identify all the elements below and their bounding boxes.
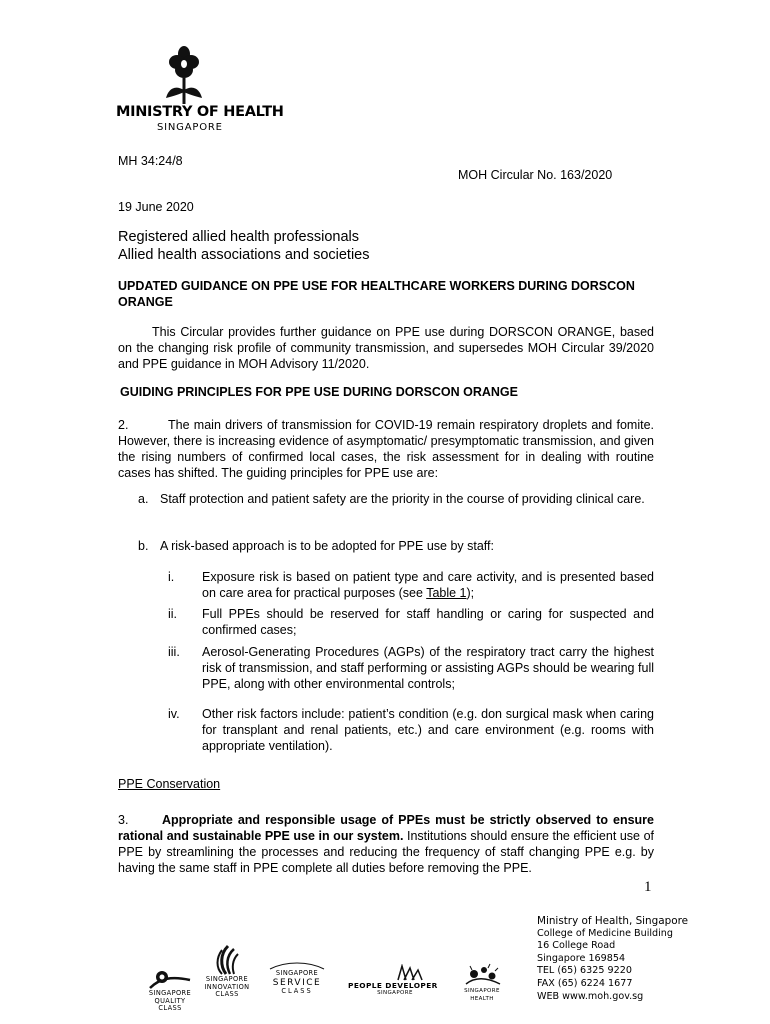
service-class-logo-icon — [266, 962, 328, 995]
paragraph-bold-text: Appropriate and responsible usage of PPEs must be strictly observed to ensure rational and sustainable PPE use in our system. — [118, 813, 654, 843]
addressee-line: Allied health associations and societies — [118, 247, 370, 263]
people-developer-logo-icon — [348, 964, 442, 997]
logo-caption: SERVICE — [272, 977, 322, 988]
logo-caption: INNOVATION — [204, 982, 250, 991]
singapore-health-award-logo-icon — [460, 962, 504, 1003]
list-label: i. — [168, 570, 175, 584]
ministry-name: MINISTRY OF HEALTH — [116, 104, 284, 120]
logo-caption: SINGAPORE — [377, 989, 413, 996]
paragraph-number: 3. — [118, 813, 129, 827]
list-text: ); — [466, 586, 475, 600]
list-label: iv. — [168, 707, 180, 721]
conservation-heading: PPE Conservation — [118, 777, 221, 791]
footer-line: College of Medicine Building — [537, 927, 673, 939]
singapore-quality-class-logo-icon — [146, 968, 194, 1013]
intro-paragraph — [118, 324, 654, 372]
list-label: ii. — [168, 607, 178, 621]
footer-line: Ministry of Health, Singapore — [537, 915, 688, 927]
footer-address — [537, 915, 688, 1003]
logo-caption: SINGAPORE — [148, 989, 192, 997]
list-text: Other risk factors include: patient’s condition (e.g. don surgical mask when caring for transplant and renal patients, etc.) and care environment (e.g. rooms with appropriate ventilation). — [202, 707, 654, 753]
list-text: Staff protection and patient safety are the priority in the course of providing clinical care. — [160, 492, 645, 506]
footer-line: FAX (65) 6224 1677 — [537, 977, 633, 989]
list-label: a. — [138, 492, 149, 506]
circular-number: MOH Circular No. 163/2020 — [458, 168, 613, 182]
moh-orchid-logo-icon — [160, 44, 208, 106]
paragraph-text: Institutions should ensure the efficient use of PPE by streamlining the processes and reducing the frequency of staff changing PPE e.g. by having the same staff in PPE complete all duties before removing the PPE. — [118, 829, 654, 875]
list-item-b — [138, 538, 654, 554]
list-item-i — [168, 569, 654, 601]
logo-caption: QUALITY CLASS — [154, 996, 186, 1012]
addressees — [118, 228, 369, 264]
list-label: b. — [138, 539, 149, 553]
logo-caption: SINGAPORE — [205, 975, 249, 983]
list-text: Aerosol-Generating Procedures (AGPs) of the respiratory tract carry the highest risk of transmission, and staff performing or assisting AGPs should be wearing full PPE, along with other environmental controls; — [202, 645, 654, 691]
footer-line: WEB www.moh.gov.sg — [537, 990, 644, 1002]
logo-caption: CLASS — [281, 986, 313, 995]
circular-date: 19 June 2020 — [118, 200, 194, 214]
list-text: Full PPEs should be reserved for staff handling or caring for suspected and confirmed cases; — [202, 607, 654, 637]
list-item-iii — [168, 644, 654, 692]
reference-number: MH 34:24/8 — [118, 154, 183, 168]
paragraph-3 — [118, 812, 654, 876]
list-item-ii — [168, 606, 654, 638]
footer-line: 16 College Road — [537, 940, 616, 952]
list-item-a — [138, 491, 654, 507]
addressee-line: Registered allied health professionals — [118, 229, 360, 245]
footer-line: Singapore 169854 — [537, 952, 626, 964]
circular-title: UPDATED GUIDANCE ON PPE USE FOR HEALTHCARE WORKERS DURING DORSCON ORANGE — [118, 279, 635, 309]
section-heading: GUIDING PRINCIPLES FOR PPE USE DURING DORSCON ORANGE — [120, 385, 518, 399]
table-1-link[interactable]: Table 1 — [426, 586, 467, 600]
paragraph-number: 2. — [118, 418, 129, 432]
page-number: 1 — [644, 879, 652, 895]
list-item-iv — [168, 706, 654, 754]
list-text: A risk-based approach is to be adopted for PPE use by staff: — [160, 539, 494, 553]
innovation-class-logo-icon — [204, 944, 250, 999]
list-text: Exposure risk is based on patient type and care activity, and is presented based on care area for practical purposes (see — [202, 570, 654, 600]
list-label: iii. — [168, 645, 180, 659]
paragraph-2 — [118, 417, 654, 481]
intro-text: This Circular provides further guidance on PPE use during DORSCON ORANGE, based on the changing risk profile of community transmission, and supersedes MOH Circular 39/2020 and PPE guidance in MOH Advisory 11/2020. — [118, 325, 654, 371]
ministry-country: SINGAPORE — [157, 122, 223, 133]
footer-line: TEL (65) 6325 9220 — [537, 965, 632, 977]
paragraph-text: The main drivers of transmission for COVID-19 remain respiratory droplets and fomite. However, there is increasing evidence of asymptomatic/ presymptomatic transmission, and given the rising numbers of confirmed local cases, the risk assessment for in dealing with routine cases has shifted. The guiding principles for PPE use are: — [118, 418, 654, 480]
logo-caption: CLASS — [215, 990, 239, 998]
logo-caption: PEOPLE DEVELOPER — [348, 981, 438, 990]
logo-caption: SINGAPORE — [275, 969, 319, 977]
logo-caption: SINGAPORE HEALTH — [464, 988, 500, 1002]
